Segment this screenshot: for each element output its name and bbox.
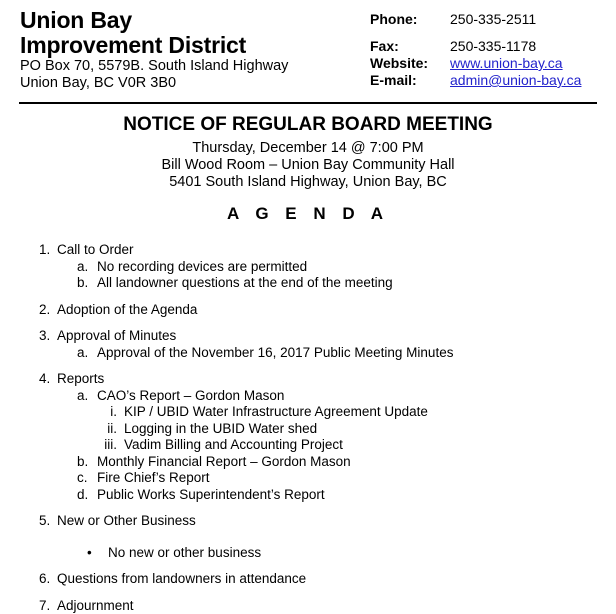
contact-row-email	[370, 72, 596, 89]
org-address-line1: PO Box 70, 5579B. South Island Highway	[20, 58, 288, 75]
list-marker: 1.	[39, 242, 57, 259]
list-marker: iii.	[95, 437, 117, 454]
agenda-subitem	[0, 454, 616, 471]
agenda-item-text: CAO’s Report – Gordon Mason	[97, 388, 284, 405]
agenda-subitem	[0, 437, 616, 454]
list-marker: •	[87, 545, 108, 562]
agenda-subitem	[0, 275, 616, 292]
agenda-item-text: Questions from landowners in attendance	[57, 571, 306, 588]
phone-label: Phone:	[370, 11, 450, 28]
agenda-item	[0, 571, 616, 588]
agenda-item-text: Call to Order	[57, 242, 134, 259]
agenda-subitem	[0, 421, 616, 438]
agenda-list	[0, 242, 616, 614]
agenda-item-text: Logging in the UBID Water shed	[124, 421, 317, 438]
agenda-item	[0, 371, 616, 388]
org-name-line2: Improvement District	[20, 33, 288, 58]
website-label: Website:	[370, 55, 450, 72]
contact-row-website	[370, 55, 596, 72]
list-marker: d.	[77, 487, 97, 504]
email-link[interactable]: admin@union-bay.ca	[450, 72, 581, 88]
notice-location: Bill Wood Room – Union Bay Community Hall	[0, 157, 616, 174]
email-label: E-mail:	[370, 72, 450, 89]
fax-value: 250-335-1178	[450, 38, 536, 55]
agenda-item	[0, 328, 616, 345]
fax-label: Fax:	[370, 38, 450, 55]
notice-title: NOTICE OF REGULAR BOARD MEETING	[0, 114, 616, 136]
agenda-subitem	[0, 345, 616, 362]
list-marker: ii.	[95, 421, 117, 438]
agenda-heading: A G E N D A	[0, 204, 616, 224]
agenda-item-text: All landowner questions at the end of the meeting	[97, 275, 393, 292]
list-marker: b.	[77, 454, 97, 471]
list-marker: a.	[77, 259, 97, 276]
list-marker: 3.	[39, 328, 57, 345]
agenda-item-text: Public Works Superintendent’s Report	[97, 487, 325, 504]
agenda-item-text: Approval of the November 16, 2017 Public Meeting Minutes	[97, 345, 453, 362]
agenda-subitem	[0, 487, 616, 504]
list-marker: a.	[77, 388, 97, 405]
contact-block	[370, 8, 596, 91]
list-marker: i.	[95, 404, 117, 421]
letterhead	[0, 8, 616, 91]
org-address-line2: Union Bay, BC V0R 3B0	[20, 75, 288, 92]
list-marker: 6.	[39, 571, 57, 588]
agenda-subitem	[0, 388, 616, 405]
agenda-item-text: KIP / UBID Water Infrastructure Agreement Update	[124, 404, 428, 421]
notice-block	[0, 114, 616, 224]
agenda-item-text: Fire Chief’s Report	[97, 470, 210, 487]
agenda-item-text: Reports	[57, 371, 104, 388]
agenda-item-text: No new or other business	[108, 545, 261, 562]
agenda-subitem	[0, 259, 616, 276]
agenda-item-text: No recording devices are permitted	[97, 259, 307, 276]
header-divider	[19, 102, 597, 104]
agenda-item-text: Monthly Financial Report – Gordon Mason	[97, 454, 351, 471]
contact-row-fax	[370, 38, 596, 55]
list-marker: 4.	[39, 371, 57, 388]
agenda-item-text: Adoption of the Agenda	[57, 302, 197, 319]
agenda-item-text: Vadim Billing and Accounting Project	[124, 437, 343, 454]
agenda-item	[0, 242, 616, 259]
agenda-item	[0, 513, 616, 530]
notice-address: 5401 South Island Highway, Union Bay, BC	[0, 174, 616, 191]
agenda-subitem	[0, 470, 616, 487]
list-marker: c.	[77, 470, 97, 487]
agenda-item-text: New or Other Business	[57, 513, 196, 530]
agenda-item-text: Approval of Minutes	[57, 328, 176, 345]
org-name-line1: Union Bay	[20, 8, 288, 33]
list-marker: 5.	[39, 513, 57, 530]
list-marker: a.	[77, 345, 97, 362]
phone-value: 250-335-2511	[450, 11, 536, 28]
agenda-subitem	[0, 404, 616, 421]
notice-datetime: Thursday, December 14 @ 7:00 PM	[0, 140, 616, 157]
agenda-item-text: Adjournment	[57, 598, 134, 614]
contact-row-phone	[370, 11, 596, 28]
website-link[interactable]: www.union-bay.ca	[450, 55, 563, 71]
agenda-bullet-item	[0, 545, 616, 562]
list-marker: b.	[77, 275, 97, 292]
list-marker: 2.	[39, 302, 57, 319]
org-block	[20, 8, 288, 91]
agenda-item	[0, 302, 616, 319]
list-marker: 7.	[39, 598, 57, 614]
